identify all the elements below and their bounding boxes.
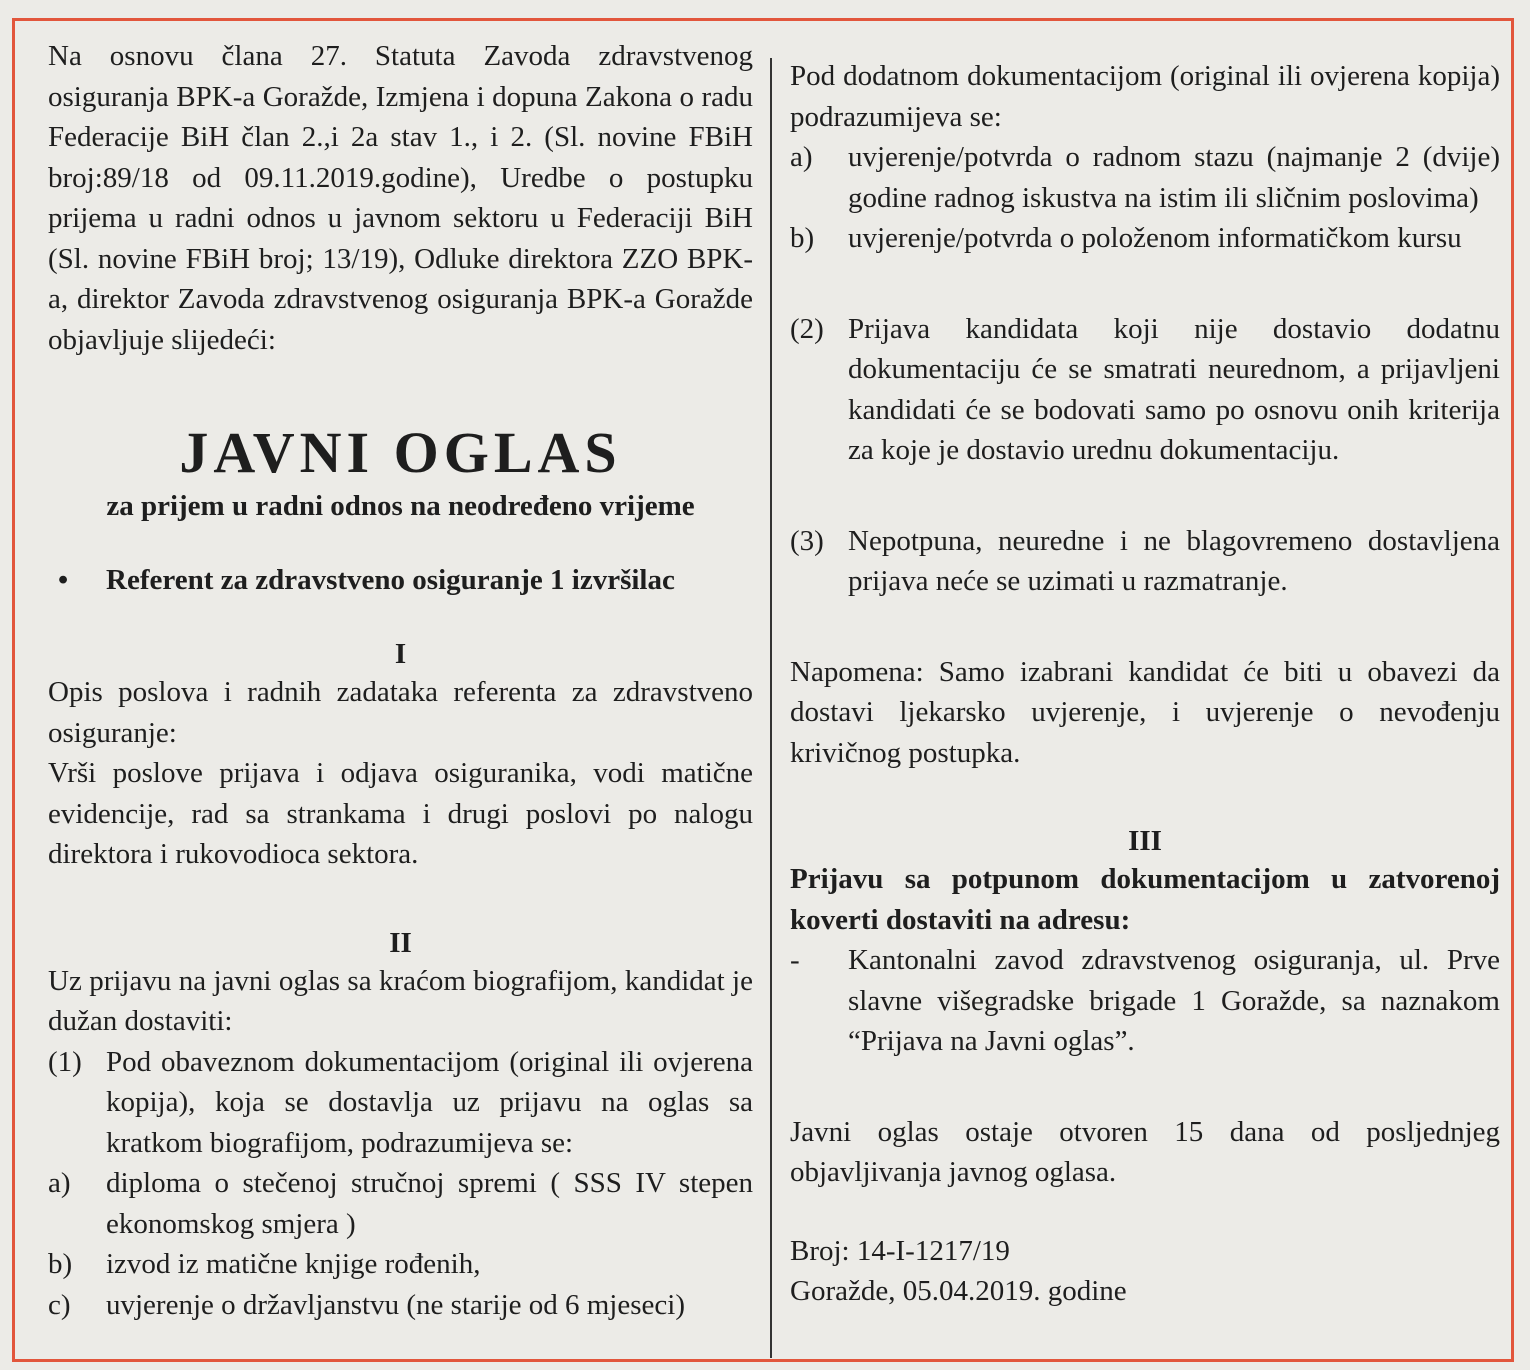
address-item — [790, 940, 1500, 1062]
ad-title: JAVNI OGLAS — [179, 420, 622, 485]
list-text: izvod iz matične knjige rođenih, — [106, 1248, 481, 1280]
list-text: uvjerenje/potvrda o položenom informatičkom kursu — [848, 222, 1462, 254]
clause-2 — [790, 309, 1500, 471]
list-marker: b) — [48, 1248, 73, 1280]
left-column — [48, 36, 753, 1325]
list-item — [48, 1244, 753, 1285]
right-column — [790, 56, 1500, 1312]
section3-heading: Prijavu sa potpunom dokumentacijom u zatvorenoj koverti dostaviti na adresu: — [790, 863, 1500, 936]
note-paragraph: Napomena: Samo izabrani kandidat će biti u obavezi da dostavi ljekarsko uvjerenje, i uvjerenje o nevođenju krivičnog postupka. — [790, 655, 1500, 769]
clause-text: Nepotpuna, neuredne i ne blagovremeno dostavljena prijava neće se uzimati u razmatranje. — [848, 524, 1500, 597]
list-marker: a) — [48, 1167, 71, 1199]
place-date: Goražde, 05.04.2019. godine — [790, 1275, 1127, 1307]
list-item — [790, 218, 1500, 259]
mandatory-docs-clause — [48, 1042, 753, 1164]
section-numeral-3: III — [1128, 825, 1162, 857]
clause-marker: (2) — [790, 312, 824, 345]
closing-paragraph: Javni oglas ostaje otvoren 15 dana od posljednjeg objavljivanja javnog oglasa. — [790, 1115, 1500, 1188]
document-number: Broj: 14-I-1217/19 — [790, 1234, 1010, 1267]
section2-intro: Uz prijavu na javni oglas sa kraćom biografijom, kandidat je dužan dostaviti: — [48, 964, 753, 1037]
list-text: diploma o stečenoj stručnoj spremi ( SSS IV stepen ekonomskog smjera ) — [106, 1167, 753, 1240]
dash-marker: - — [790, 944, 800, 976]
position-item — [48, 562, 753, 598]
bullet-marker: • — [58, 564, 69, 596]
clause-text: Prijava kandidata koji nije dostavio dodatnu dokumentaciju će se smatrati neurednom, a prijavljeni kandidati će se bodovati samo po osnovu onih kriterija za koje je dostavio urednu dokumentaciju. — [848, 312, 1500, 466]
ad-subtitle: za prijem u radni odnos na neodređeno vrijeme — [106, 490, 695, 522]
clause-marker: (1) — [48, 1045, 82, 1078]
section-numeral-1: I — [394, 638, 407, 670]
list-text: uvjerenje/potvrda o radnom stazu (najmanje 2 (dvije) godine radnog iskustva na istim ili sličnim poslovima) — [848, 141, 1500, 214]
list-item — [48, 1163, 753, 1244]
clause-marker: (3) — [790, 524, 824, 557]
clause-3 — [790, 521, 1500, 602]
list-marker: a) — [790, 141, 813, 173]
list-marker: c) — [48, 1288, 71, 1321]
intro-paragraph: Na osnovu člana 27. Statuta Zavoda zdravstvenog osiguranja BPK-a Goražde, Izmjena i dopuna Zakona o radu Federacije BiH član 2.,i 2a stav 1., i 2. (Sl. novine FBiH broj:89/18 od 09.11.2019.godine), Uredbe o postupku prijema u radni odnos u javnom sektoru u Federaciji BiH (Sl. novine FBiH broj; 13/19), Odluke direktora ZZO BPK-a, direktor Zavoda zdravstvenog osiguranja BPK-a Goražde objavljuje slijedeći: — [48, 40, 753, 356]
list-text: uvjerenje o državljanstvu (ne starije od 6 mjeseci) — [106, 1288, 685, 1321]
clause-text: Pod obaveznom dokumentacijom (original ili ovjerena kopija), koja se dostavlja uz prijavu na oglas sa kratkom biografijom, podrazumijeva se: — [106, 1045, 753, 1159]
section1-text: Vrši poslove prijava i odjava osiguranika, vodi matične evidencije, rad sa strankama i drugi poslovi po nalogu direktora i rukovodioca sektora. — [48, 757, 753, 870]
column-divider — [770, 58, 772, 1358]
address-text: Kantonalni zavod zdravstvenog osiguranja, ul. Prve slavne višegradske brigade 1 Goražde, sa naznakom “Prijava na Javni oglas”. — [848, 944, 1500, 1057]
position-title: Referent za zdravstveno osiguranje 1 izvršilac — [106, 564, 675, 596]
section1-heading: Opis poslova i radnih zadataka referenta za zdravstveno osiguranje: — [48, 676, 753, 749]
list-marker: b) — [790, 222, 815, 254]
section-numeral-2: II — [389, 926, 412, 959]
list-item — [48, 1285, 753, 1326]
list-item — [790, 137, 1500, 218]
extra-docs-intro: Pod dodatnom dokumentacijom (original ili ovjerena kopija) podrazumijeva se: — [790, 60, 1500, 133]
